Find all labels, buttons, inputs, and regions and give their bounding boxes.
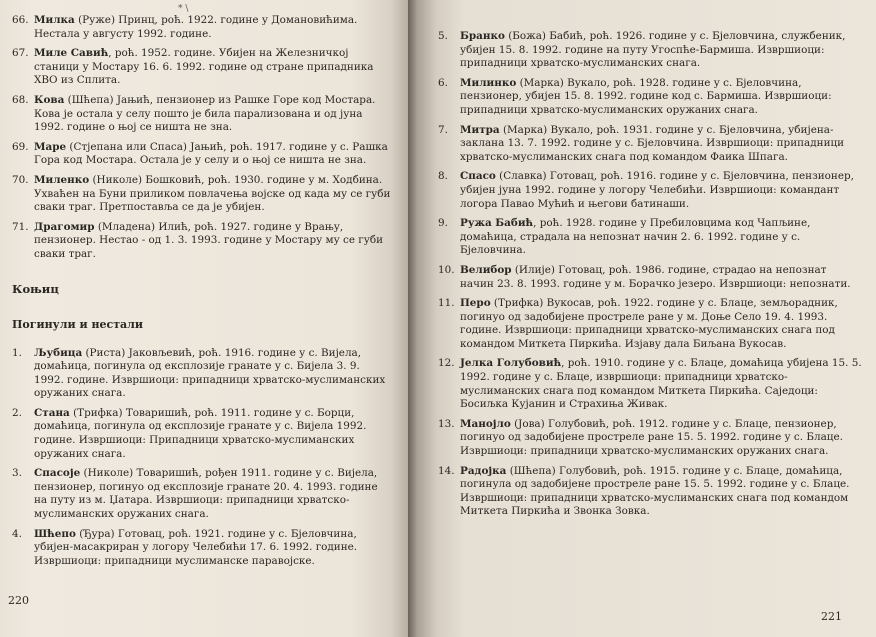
list-item bbox=[12, 94, 394, 135]
entry-text bbox=[460, 77, 862, 118]
entry-number: 10. bbox=[438, 263, 455, 276]
entry-text bbox=[460, 170, 862, 211]
entry-details: (Руже) Принц, роћ. 1922. године у Домановићима. Нестала у августу 1992. године. bbox=[34, 14, 358, 40]
person-name: Спасоје bbox=[34, 467, 81, 480]
entry-details: (Ђура) Готовац, роћ. 1921. године у с. Бјеловчина, убијен-масакриран у логору Челебићи 17. 6. 1992. године. Извршиоци: припадници муслиманске паравојске. bbox=[34, 527, 358, 567]
entry-details: (Божа) Бабић, роћ. 1926. године у с. Бјеловчина, службеник, убијен 15. 8. 1992. године на путу Угоспће-Бармиша. Извршиоци: припадници хрватско-муслиманских снага. bbox=[460, 30, 846, 70]
entry-text bbox=[34, 407, 394, 461]
list-item bbox=[12, 47, 394, 88]
entry-details: , роћ. 1910. године у с. Блаце, домаћица убијена 15. 5. 1992. године у с. Блаце, извршиоци: припадници хрватско-муслиманских снага под командом Миткета Пиркића. Саједоци: Босиљка Кујанин и Страхиња Живак. bbox=[460, 357, 862, 411]
person-name: Радојка bbox=[460, 464, 507, 477]
entry-text bbox=[34, 141, 394, 168]
entry-number: 9. bbox=[438, 217, 448, 230]
entry-number: 14. bbox=[438, 464, 455, 477]
person-name: Шћепо bbox=[34, 527, 76, 540]
entry-details: (Стјепана или Спаса) Јањић, роћ. 1917. године у с. Рашка Гора код Мостара. Остала је у селу и о њој се ништа не зна. bbox=[34, 140, 388, 167]
entry-number: 2. bbox=[12, 406, 22, 419]
entry-details: (Јова) Голубовић, роћ. 1912. године у с. Блаце, пензионер, погинуо од задобијене простреле ране 15. 5. 1992. године у с. Блаце. Извршиоци: припадници хрватско-муслиманских оружаних снага. bbox=[460, 417, 843, 458]
entry-text bbox=[460, 217, 862, 258]
list-item bbox=[12, 14, 394, 41]
entry-text bbox=[34, 347, 394, 401]
right-page bbox=[408, 0, 876, 637]
entry-details: (Славка) Готовац, роћ. 1916. године у с. Бјеловчина, пензионер, убијен јуна 1992. године у логору Челебићи. Извршиоци: командант логора Павао Мућић и његови батинаши. bbox=[460, 170, 854, 210]
entries-list bbox=[438, 30, 862, 519]
person-name: Спасо bbox=[460, 170, 496, 183]
person-name: Митра bbox=[460, 123, 500, 136]
entry-number: 70. bbox=[12, 173, 29, 186]
entry-text bbox=[460, 357, 862, 411]
entry-number: 1. bbox=[12, 346, 22, 359]
person-name: Кова bbox=[34, 93, 65, 106]
list-item bbox=[438, 297, 862, 351]
entry-text bbox=[460, 264, 862, 291]
entry-details: , роћ. 1928. године у Пребиловцима код Чапљине, домаћица, страдала на непознат начин 2. 6. 1992. године у с. Бјеловчина. bbox=[460, 217, 811, 257]
entry-details: (Риста) Јаковљевић, роћ. 1916. године у с. Вијела, домаћица, погинула од експлозије гранате у с. Бијела 3. 9. 1992. године. Извршиоци: припадници хрватско-муслиманских оружаних снага. bbox=[34, 346, 386, 400]
list-item bbox=[12, 347, 394, 401]
list-item bbox=[438, 465, 862, 519]
entry-text bbox=[460, 30, 862, 71]
person-name: Љубица bbox=[34, 346, 83, 359]
list-item bbox=[438, 124, 862, 165]
person-name: Миле Савић bbox=[34, 47, 109, 60]
entry-text bbox=[34, 174, 394, 215]
list-item bbox=[438, 77, 862, 118]
entry-text bbox=[460, 465, 862, 519]
person-name: Стана bbox=[34, 406, 70, 419]
person-name: Јелка Голубовић bbox=[460, 357, 562, 370]
list-item bbox=[12, 467, 394, 521]
top-mark: * \ bbox=[178, 4, 189, 14]
subsection-title: Погинули и нестали bbox=[12, 317, 144, 331]
list-item bbox=[438, 30, 862, 71]
entry-text bbox=[460, 418, 862, 459]
entry-details: (Марка) Вукало, роћ. 1931. године у с. Бјеловчина, убијена-заклана 13. 7. 1992. године у с. Бјеловчина. Извршиоци: припадници хрватско-муслиманских снага под командом Фаика Шпага. bbox=[460, 123, 845, 163]
entry-text bbox=[460, 297, 862, 351]
person-name: Милинко bbox=[460, 76, 517, 89]
entry-details: (Илије) Готовац, роћ. 1986. године, страдао на непознат начин 23. 8. 1993. године у м. Борачко језеро. Извршиоци: непознати. bbox=[460, 263, 851, 290]
person-name: Милка bbox=[34, 14, 75, 26]
person-name: Манојло bbox=[460, 417, 511, 430]
list-item bbox=[438, 418, 862, 459]
list-item bbox=[438, 217, 862, 258]
entry-number: 69. bbox=[12, 140, 29, 153]
list-item bbox=[438, 170, 862, 211]
entry-number: 7. bbox=[438, 123, 448, 136]
entry-number: 68. bbox=[12, 93, 29, 106]
entry-number: 67. bbox=[12, 47, 29, 60]
entry-text bbox=[460, 124, 862, 165]
entry-details: (Трифка) Товаришић, роћ. 1911. године у с. Борци, домаћица, погинула од експлозије гранате у с. Вијела 1992. године. Извршиоци: Припадници хрватско-муслиманских оружаних снага. bbox=[34, 406, 367, 460]
entry-text bbox=[34, 94, 394, 135]
page-number: 221 bbox=[821, 610, 842, 623]
entry-text bbox=[34, 221, 394, 262]
entry-number: 4. bbox=[12, 527, 22, 540]
entry-details: (Николе) Бошковић, роћ. 1930. године у м. Ходбина. Ухваћен на Буни приликом повлачења војске од када му се губи сваки траг. Претпоставља се да је убијен. bbox=[34, 173, 391, 214]
entry-text bbox=[34, 528, 394, 569]
entry-number: 13. bbox=[438, 417, 455, 430]
entry-details: (Шћепа) Голубовић, роћ. 1915. године у с. Блаце, домаћица, погинула од задобијене простреле ране 15. 5. 1992. године у с. Блаце. Извршиоци: припадници хрватско-муслиманских снага под командом Миткета Пиркића и Звонка Зовка. bbox=[460, 464, 850, 518]
person-name: Бранко bbox=[460, 30, 505, 42]
list-item bbox=[438, 264, 862, 291]
person-name: Драгомир bbox=[34, 220, 95, 233]
entries-list-a bbox=[12, 14, 394, 262]
person-name: Ружа Бабић bbox=[460, 217, 534, 230]
page-number: 220 bbox=[8, 594, 29, 607]
list-item bbox=[12, 407, 394, 461]
list-item bbox=[12, 221, 394, 262]
entry-text bbox=[34, 14, 394, 41]
list-item bbox=[12, 141, 394, 168]
person-name: Миленко bbox=[34, 173, 90, 186]
list-item bbox=[12, 174, 394, 215]
entry-details: (Николе) Товаришић, рођен 1911. године у с. Вијела, пензионер, погинуо од експлозије гранате 20. 4. 1993. године на путу из м. Џатара. Извршиоци: припадници хрватско-муслиманских оружаних снага. bbox=[34, 467, 378, 521]
entry-text bbox=[34, 47, 394, 88]
left-page bbox=[0, 0, 408, 637]
entry-details: (Марка) Вукало, роћ. 1928. године у с. Бјеловчина, пензионер, убијен 15. 8. 1992. године код с. Бармиша. Извршиоци: припадници хрватско-муслиманских оружаних снага. bbox=[460, 76, 832, 116]
entry-number: 8. bbox=[438, 170, 448, 183]
person-name: Маре bbox=[34, 140, 67, 153]
entry-number: 66. bbox=[12, 14, 29, 26]
entry-number: 71. bbox=[12, 220, 29, 233]
entry-details: (Младена) Илић, роћ. 1927. године у Врању, пензионер. Нестао - од 1. 3. 1993. године у Мостару му се губи сваки траг. bbox=[34, 220, 384, 260]
entry-text bbox=[34, 467, 394, 521]
entry-details: (Шћепа) Јањић, пензионер из Рашке Горе код Мостара. Кова је остала у селу пошто је била парализована и од јуна 1992. године о њој се ништа не зна. bbox=[34, 93, 376, 134]
entry-number: 11. bbox=[438, 297, 455, 310]
list-item bbox=[12, 528, 394, 569]
entry-details: (Трифка) Вукосав, роћ. 1922. године у с. Блаце, земљорадник, погинуо од задобијене простреле ране у м. Доње Село 19. 4. 1993. године. Извршиоци: припадници хрватско-муслиманских снага под командом Миткета Пиркића. Изјаву дала Биљана Вукосав. bbox=[460, 297, 838, 350]
person-name: Перо bbox=[460, 297, 491, 310]
list-item bbox=[438, 357, 862, 411]
section-title: Коњиц bbox=[12, 281, 59, 296]
entry-number: 6. bbox=[438, 76, 448, 89]
entry-number: 12. bbox=[438, 357, 455, 370]
entry-number: 5. bbox=[438, 30, 448, 42]
person-name: Велибор bbox=[460, 263, 512, 276]
entries-list-b bbox=[12, 347, 394, 569]
entry-details: , роћ. 1952. године. Убијен на Железничкој станици у Мостару 16. 6. 1992. године од стране припадника ХВО из Сплита. bbox=[34, 47, 374, 87]
entry-number: 3. bbox=[12, 467, 22, 480]
